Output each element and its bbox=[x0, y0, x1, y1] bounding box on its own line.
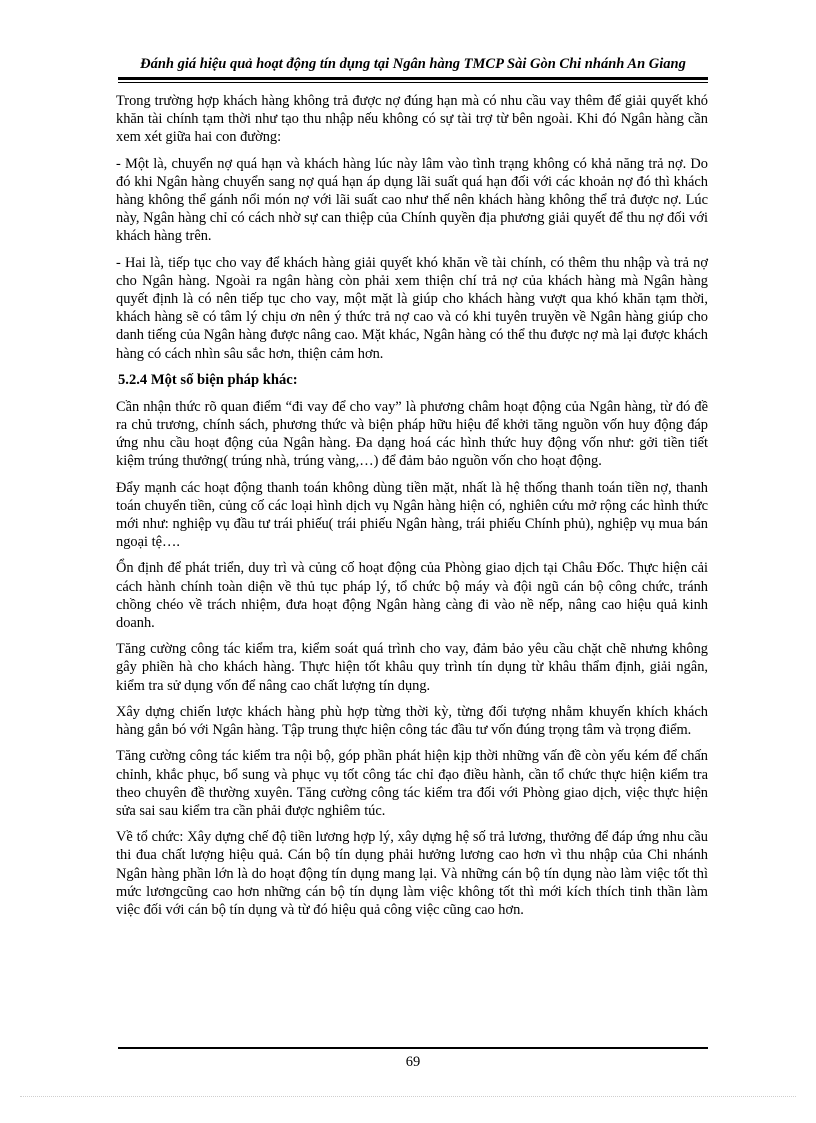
page-edge-dotted-line bbox=[20, 1096, 796, 1097]
paragraph-cashless-payment: Đẩy mạnh các hoạt động thanh toán không dùng tiền mặt, nhất là hệ thống thanh toán tiền nợ, thanh toán chuyển tiền, củng cố các loại hình dịch vụ Ngân hàng hiện có, nghiên cứu mở rộng các hình thức mới như: nghiệp vụ đầu tư trái phiếu( trái phiếu Ngân hàng, trái phiếu Chính phủ), nghiệp vụ mua bán ngoại tệ…. bbox=[116, 479, 708, 551]
body-content bbox=[116, 92, 708, 927]
footer-rule bbox=[118, 1047, 708, 1049]
paragraph-intro: Trong trường hợp khách hàng không trả được nợ đúng hạn mà có nhu cầu vay thêm để giải quyết khó khăn tài chính tạm thời như tạo thu nhập nếu không có sự tài trợ từ bên ngoài. Khi đó Ngân hàng cần xem xét giữa hai con đường: bbox=[116, 93, 708, 146]
header-rule bbox=[118, 77, 708, 80]
paragraph-option-one: - Một là, chuyển nợ quá hạn và khách hàng lúc này lâm vào tình trạng không có khả năng trả nợ. Do đó khi Ngân hàng chuyển sang nợ quá hạn áp dụng lãi suất quá hạn đối với các khoản nợ đó thì khách hàng không thể gánh nổi món nợ với lãi suất cao như thế nên khách hàng không thể trả được nợ. Lúc này, Ngân hàng chỉ có cách nhờ sự can thiệp của Chính quyền địa phương giải quyết để thu nợ đối với khách hàng trên. bbox=[116, 155, 708, 245]
paragraph-customer-strategy: Xây dựng chiến lược khách hàng phù hợp từng thời kỳ, từng đối tượng nhằm khuyến khích khách hàng gắn bó với Ngân hàng. Tập trung thực hiện công tác đầu tư vốn đúng trọng tâm và trọng điểm. bbox=[116, 703, 708, 739]
paragraph-option-two: - Hai là, tiếp tục cho vay để khách hàng giải quyết khó khăn về tài chính, có thêm thu nhập và trả nợ cho Ngân hàng. Ngoài ra ngân hàng còn phải xem thiện chí trả nợ của khách hàng mà Ngân hàng quyết định là có nên tiếp tục cho vay, một mặt là giúp cho khách hàng vượt qua khó khăn tạm thời, khách hàng sẽ có tâm lý chịu ơn nên ý thức trả nợ cao và có khi tuyên truyền về Ngân hàng giúp cho danh tiếng của Ngân hàng được nâng cao. Mặt khác, Ngân hàng có thể thu được nợ mà lại được khách hàng có cách nhìn sâu sắc hơn, thiện cảm hơn. bbox=[116, 254, 708, 362]
page-number: 69 bbox=[405, 1054, 421, 1070]
paragraph-organization: Về tổ chức: Xây dựng chế độ tiền lương hợp lý, xây dựng hệ số trả lương, thưởng để đáp ứng nhu cầu thi đua chất lượng hiệu quả. Cán bộ tín dụng phải hưởng lương cao hơn vì thu nhập của Chi nhánh Ngân hàng phần lớn là do hoạt động tín dụng mang lại. Và những cán bộ tín dụng nào làm việc tốt thì mức lươngcũng cao hơn những cán bộ tín dụng làm việc không tốt thì mới kích thích tinh thần làm việc đối với cán bộ tín dụng và từ đó hiệu quả công việc cũng cao hơn. bbox=[116, 829, 708, 918]
header-rule-thin bbox=[118, 82, 708, 83]
paragraph-capital-mobilization: Cần nhận thức rõ quan điểm “đi vay để cho vay” là phương châm hoạt động của Ngân hàng, từ đó đề ra chủ trương, chính sách, phương thức và biện pháp hữu hiệu để khởi tăng nguồn vốn huy động đáp ứng nhu cầu hoạt động của Ngân hàng. Đa dạng hoá các hình thức huy động vốn như: gởi tiền tiết kiệm trúng thưởng( trúng nhà, trúng vàng,…) để đảm bảo nguồn vốn cho hoạt động. bbox=[116, 398, 708, 470]
running-header-title: Đánh giá hiệu quả hoạt động tín dụng tại Ngân hàng TMCP Sài Gòn Chi nhánh An Giang bbox=[140, 56, 686, 72]
paragraph-stabilize-develop: Ổn định để phát triển, duy trì và củng cố hoạt động của Phòng giao dịch tại Châu Đốc. Thực hiện cải cách hành chính toàn diện về thủ tục pháp lý, tổ chức bộ máy và đội ngũ cán bộ công chức, tránh chồng chéo về trách nhiệm, đưa hoạt động Ngân hàng càng đi vào nề nếp, nâng cao hiệu quả kinh doanh. bbox=[116, 560, 708, 632]
paragraph-internal-audit: Tăng cường công tác kiểm tra nội bộ, góp phần phát hiện kịp thời những vấn đề còn yếu kém để chấn chỉnh, khắc phục, bổ sung và phục vụ tốt công tác chỉ đạo điều hành, cần tổ chức thực hiện kiểm tra theo chuyên đề thường xuyên. Tăng cường công tác kiểm tra đối với Phòng giao dịch, việc thực hiện sửa sai sau kiểm tra cần phải được nghiêm túc. bbox=[116, 748, 708, 819]
paragraph-loan-control: Tăng cường công tác kiểm tra, kiểm soát quá trình cho vay, đảm bảo yêu cầu chặt chẽ nhưng không gây phiền hà cho khách hàng. Thực hiện tốt khâu quy trình tín dụng từ khâu thẩm định, giải ngân, kiểm tra sử dụng vốn để nâng cao chất lượng tín dụng. bbox=[116, 641, 708, 694]
section-heading: 5.2.4 Một số biện pháp khác: bbox=[118, 371, 298, 388]
